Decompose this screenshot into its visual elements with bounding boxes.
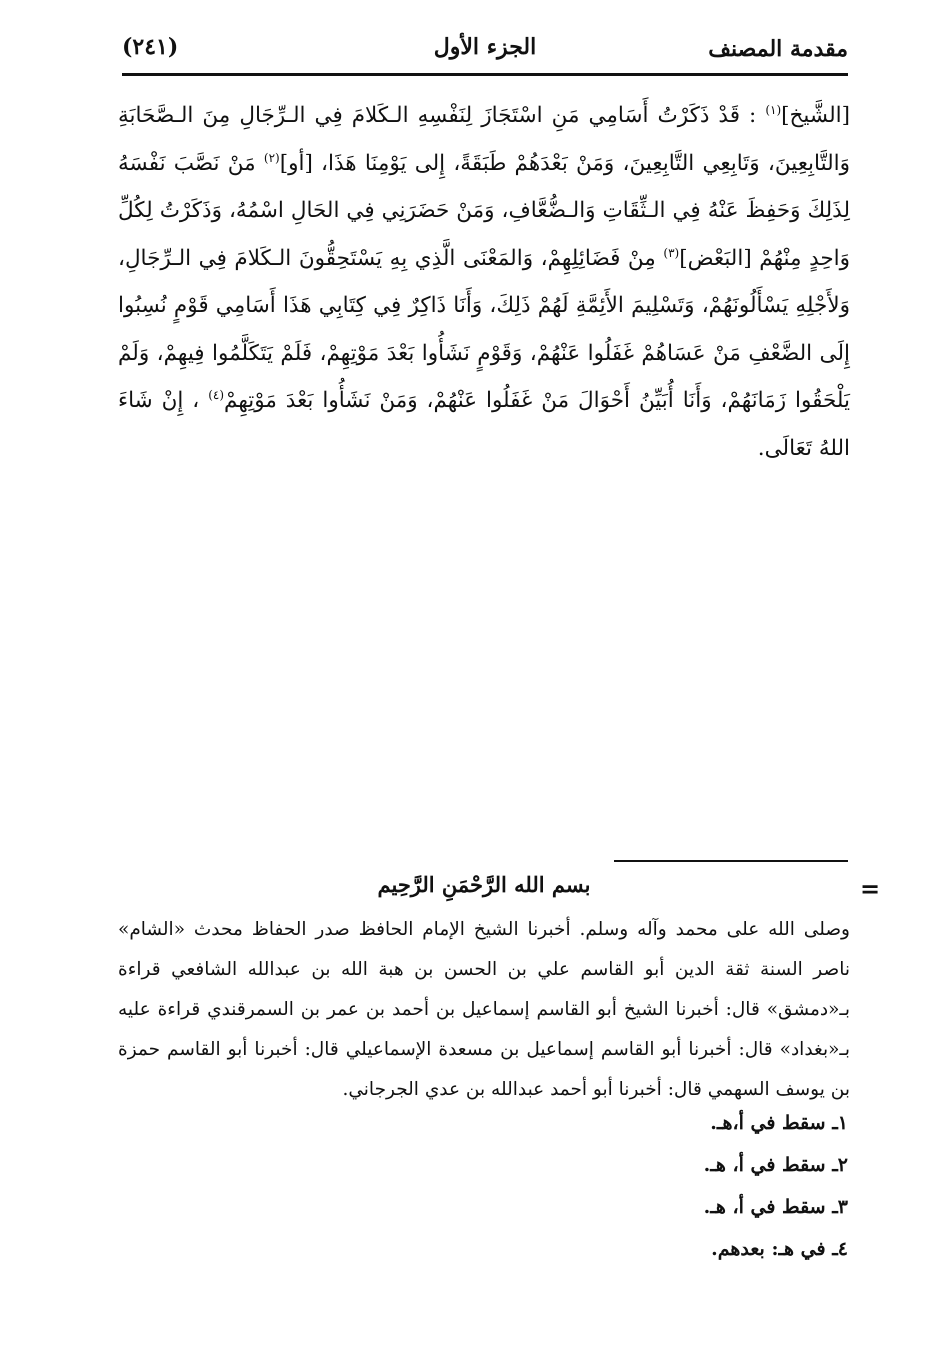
header-rule [122,73,848,76]
main-paragraph [118,92,850,472]
basmala: بسم الله الرَّحْمَنِ الرَّحِيم [377,872,591,897]
footnote-2: ٢ـ سقط في أ، هـ. [703,1154,848,1176]
footnote-1: ١ـ سقط في أ،هـ. [710,1112,848,1134]
footnote-ref-1: (١) [765,102,782,117]
footnotes [448,1102,848,1270]
footnote-ref-3: (٣) [663,245,680,260]
paragraph-text: [الشَّيخ] [781,103,850,128]
paragraph-text: مِنْ فَضَائِلِهِمْ، وَالمَعْنَى الَّذِي بِهِ يَسْتَحِقُّونَ الـكَلامَ فِي الـرِّجَالِ، وَلأَجْلِهِ يَسْأَلُونَهُمْ، وَتَسْلِيمَ الأَئِمَّةِ لَهُمْ ذَلِكَ، وَأَنَا ذَاكِرٌ فِي كِتَابِي هَذَا أَسَامِي قَوْمٍ نُسِبُوا إِلَى الضَّعْفِ مَنْ عَسَاهُمْ غَفَلُوا عَنْهُمْ، وَقَوْمٍ نَشَأُوا بَعْدَ مَوْتِهِمْ، فَلَمْ يَتَكَلَّمُوا فِيهِمْ، وَلَمْ يَلْحَقُوا زَمَانَهُمْ، وَأَنَا أُبَيِّنُ أَحْوَالَ مَنْ غَفَلُوا عَنْهُمْ، وَمَنْ نَشَأُوا بَعْدَ مَوْتِهِمْ [118,245,850,413]
footnote-4: ٤ـ في هـ: بعدهم. [711,1238,848,1260]
page-number: (٢٤١) [122,34,179,60]
footnote-ref-4: (٤) [208,387,225,402]
continuation-mark: = [860,874,881,903]
paragraph-text: : قَدْ ذَكَرْتُ أَسَامِي مَنِ اسْتَجَازَ لِنَفْسِهِ الـكَلامَ فِي الـرِّجَالِ مِنَ الـصَّحَابَةِ وَالتَّابِعِينَ، وَتَابِعِي التَّابِعِينَ، وَمَنْ بَعْدَهُمْ طَبَقَةً، إِلى يَوْمِنَا هَذَا، [أو] [118,103,850,176]
footnote-separator [614,860,848,862]
part-title: الجزء الأول [433,34,537,60]
footnote-ref-2: (٢) [263,150,280,165]
paragraph-text: مَنْ نَصَّبَ نَفْسَهُ لِذَلِكَ وَحَفِظَ عَنْهُ فِي الـثِّقَاتِ وَالـضُّعَّافِ، وَمَنْ حَضَرَنِي فِي الحَالِ اسْمُهُ، وَذَكَرْتُ لِكُلِّ وَاحِدٍ مِنْهُمْ [البَعْض] [118,150,851,271]
isnad-text: وصلى الله على محمد وآله وسلم. أخبرنا الشيخ الإمام الحافظ صدر الحفاظ محدث «الشام» ناصر السنة ثقة الدين أبو القاسم علي بن الحسن بن هبة الله بن عبدالله الشافعي قراءة بـ«دمشق» قال: أخبرنا الشيخ أبو القاسم إسماعيل بن أحمد بن عمر بن السمرقندي قراءة عليه بـ«بغداد» قال: أخبرنا أبو القاسم إسماعيل بن مسعدة الإسماعيلي قال: أخبرنا أبو القاسم حمزة بن يوسف السهمي قال: أخبرنا أبو أحمد عبدالله بن عدي الجرجاني. [118,919,850,1100]
paragraph-text: ، إِنْ شَاءَ اللهُ تَعَالَى. [118,388,850,461]
footnote-3: ٣ـ سقط في أ، هـ. [703,1196,848,1218]
running-header [122,30,848,70]
section-title: مقدمة المصنف [708,36,848,62]
isnad-paragraph [118,910,850,1110]
